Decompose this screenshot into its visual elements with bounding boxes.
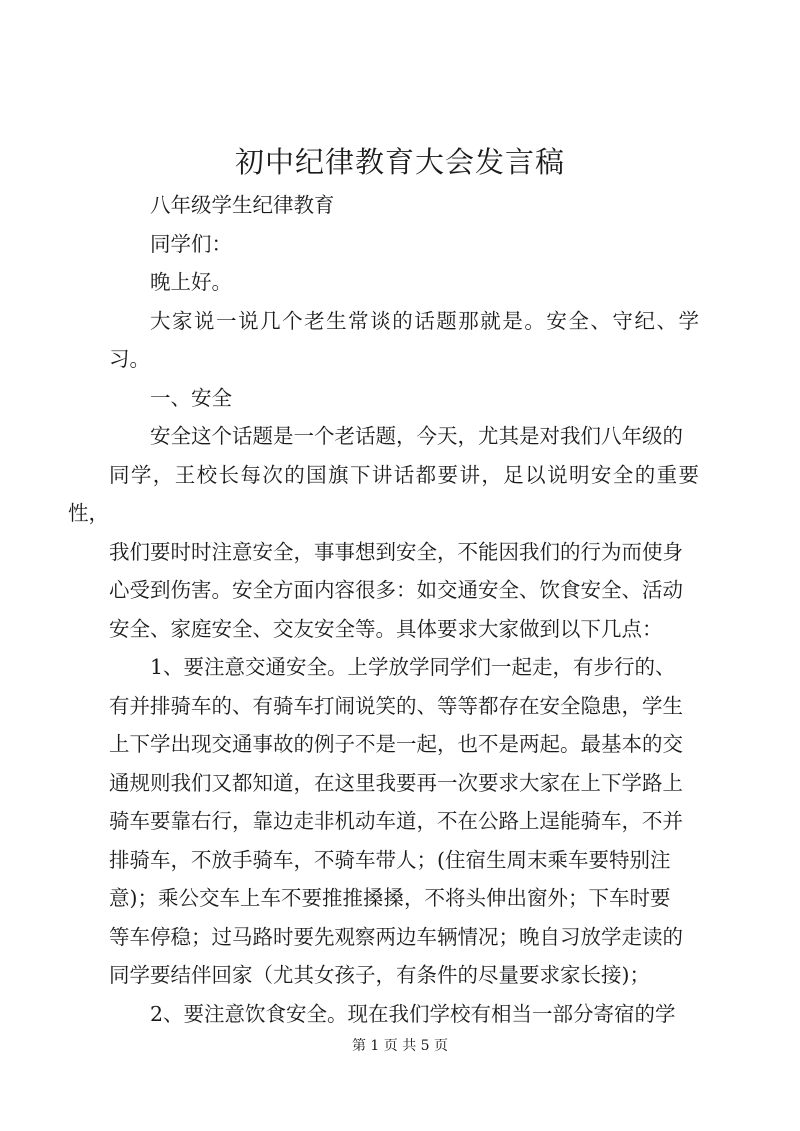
text-line: 我们要时时注意安全，事事想到安全，不能因我们的行为而使身 [109, 539, 683, 564]
text-line: 同学要结伴回家（尤其女孩子，有条件的尽量要求家长接)； [109, 963, 650, 987]
text-line: 有并排骑车的、有骑车打闹说笑的、等等都存在安全隐患，学生 [109, 693, 683, 718]
text-line: 意)；乘公交车上车不要推推搡搡，不将头伸出窗外；下车时要 [109, 886, 671, 910]
paragraph-greeting [109, 225, 699, 264]
paragraph-traffic-safety [109, 648, 699, 995]
document-title: 初中纪律教育大会发言稿 [234, 145, 565, 179]
text-line: 八年级学生纪律教育 [150, 193, 335, 217]
paragraph-evening [109, 263, 699, 302]
text-line: 上下学出现交通事故的例子不是一起，也不是两起。最基本的交 [109, 732, 683, 756]
text-line: 安全、家庭安全、交友安全等。具体要求大家做到以下几点： [109, 616, 663, 641]
section-heading-safety [109, 379, 699, 418]
text-line: 一、安全 [150, 385, 232, 410]
text-line: 晚上好。 [150, 270, 232, 294]
paragraph-safety-intro [68, 417, 699, 648]
paragraph-grade [109, 186, 699, 225]
text-line: 等车停稳；过马路时要先观察两边车辆情况；晚自习放学走读的 [109, 924, 683, 949]
paragraph-food-safety [109, 995, 699, 1034]
text-line: 骑车要靠右行，靠边走非机动车道，不在公路上逞能骑车，不并 [109, 809, 683, 833]
document-body [68, 186, 699, 1033]
text-line: 通规则我们又都知道，在这里我要再一次要求大家在上下学路上 [109, 770, 683, 795]
text-line: 排骑车，不放手骑车，不骑车带人；(住宿生周末乘车要特别注 [109, 847, 671, 872]
text-line: 1、要注意交通安全。上学放学同学们一起走，有步行的、 [150, 655, 676, 679]
text-line: 2、要注意饮食安全。现在我们学校有相当一部分寄宿的学 [150, 1001, 676, 1026]
page-footer: 第 1 页 共 5 页 [351, 1038, 449, 1054]
text-line: 安全这个话题是一个老话题，今天，尤其是对我们八年级的 [150, 424, 683, 448]
text-line: 同学们： [150, 231, 232, 256]
paragraph-topics [109, 302, 699, 379]
text-line: 大家说一说几个老生常谈的话题那就是。安全、守纪、学习。 [109, 308, 699, 371]
text-line: 同学，王校长每次的国旗下讲话都要讲，足以说明安全的重要性， [68, 462, 699, 525]
text-line: 心受到伤害。安全方面内容很多：如交通安全、饮食安全、活动 [109, 578, 683, 602]
